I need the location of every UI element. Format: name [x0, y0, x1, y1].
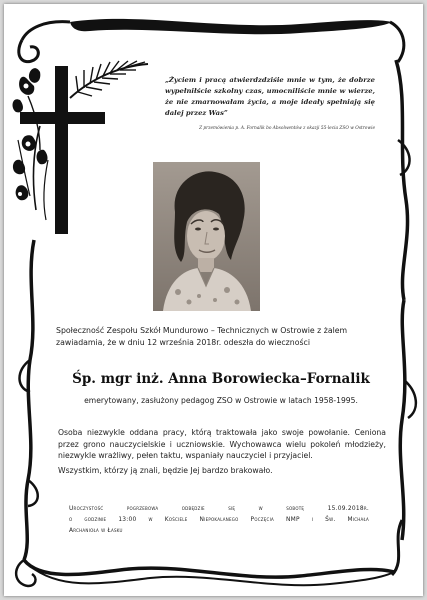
deceased-role: emerytowany, zasłużony pedagog ZSO w Ostrowie w latach 1958-1995. [84, 396, 358, 405]
cross-with-palm-and-lilies-icon [13, 61, 148, 234]
funeral-line-3: Archanioła w Łasku [69, 528, 123, 534]
announcement-text: Społeczność Zespołu Szkół Mundurowo – Technicznych w Ostrowie z żalem zawiadamia, że w dniu 12 września 2018r. odeszła do wieczności [56, 326, 348, 347]
tribute-paragraph: Osoba niezwykle oddana pracy, którą traktowała jako swoje powołanie. Ceniona przez grono nauczycielskie i uczniowskie. Wychowawca wielu pokoleń młodzieży, niezwykle wrażliwy, pełen taktu, wspaniały nauczyciel i przyjaciel. [58, 428, 386, 460]
quote-attribution: Z przemówienia p. A. Fornalik bo Absolwentów z okazji 55-lecia ZSO w Ostrowie [199, 126, 375, 131]
funeral-details [69, 504, 369, 537]
deceased-name: Śp. mgr inż. Anna Borowiecka–Fornalik [72, 371, 370, 387]
funeral-line-1: Uroczystość pogrzebowa odbędzie się w sobotę 15.09.2018r. [69, 506, 369, 512]
closing-sentence: Wszystkim, którzy ją znali, będzie Jej bardzo brakowało. [58, 466, 273, 475]
memorial-quote: „Życiem i pracą atwierdzdziśie mnie w tym, że dobrze wypełniłście szkolny czas, umocniliście mnie w wierze, że nie zmarnowałam życia, a moje ideały spełniają się dalej przez Was” [165, 76, 375, 117]
funeral-line-2: o godzinie 13:00 w Kościele Niepokalanego Poczęcia NMP i Św. Michała [69, 517, 369, 523]
portrait-photo [153, 162, 260, 311]
